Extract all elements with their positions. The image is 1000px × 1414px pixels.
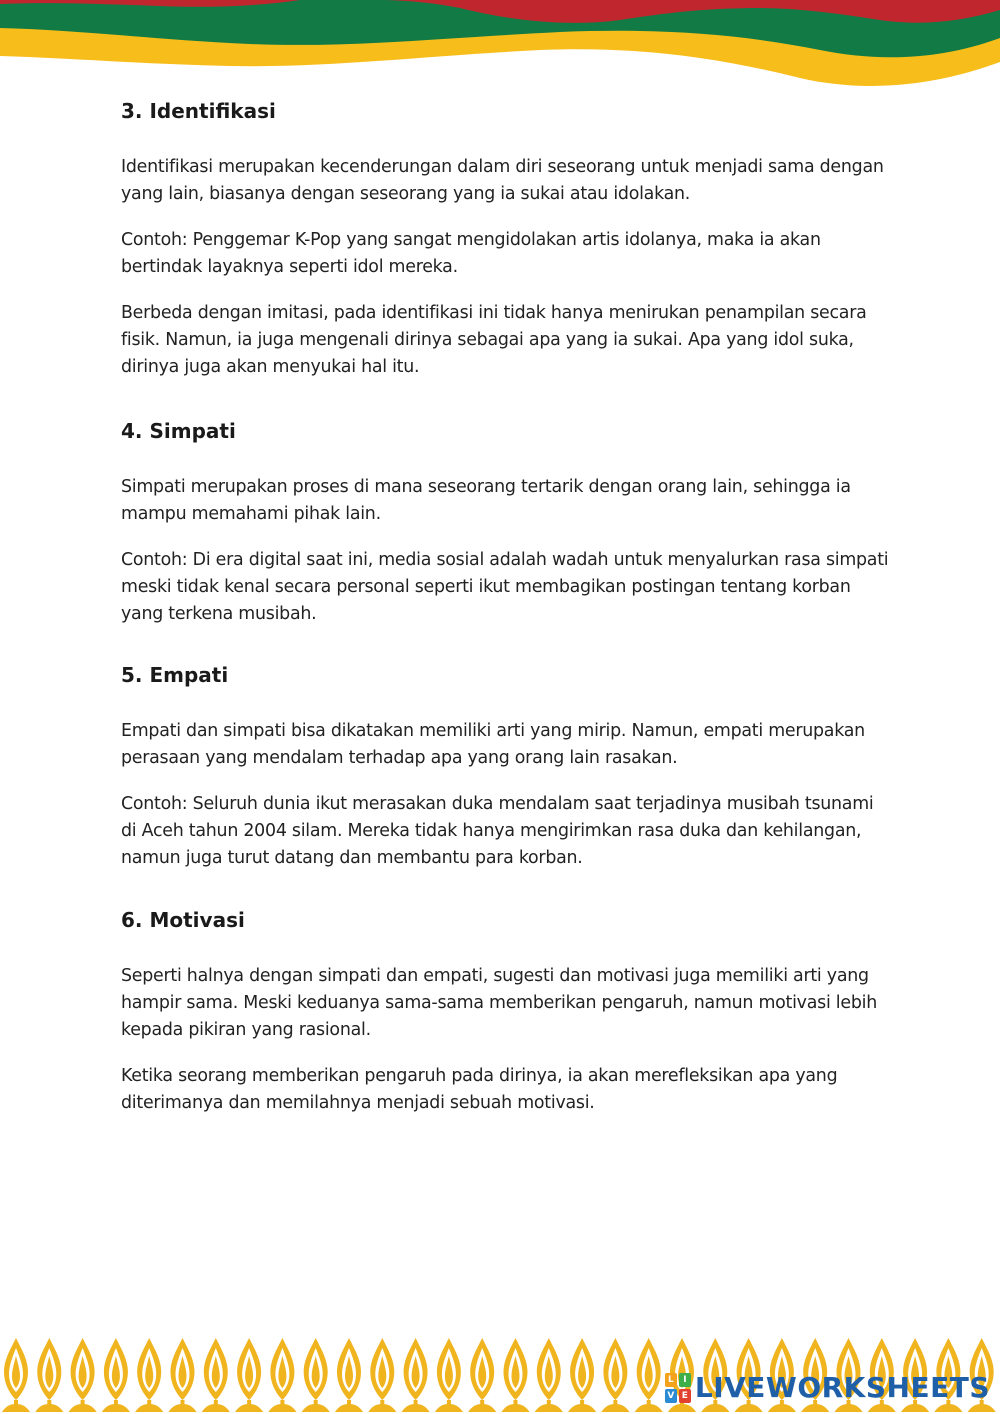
section-empati <box>121 660 891 891</box>
paragraph: Simpati merupakan proses di mana seseorang tertarik dengan orang lain, sehingga ia mampu memahami pihak lain. <box>121 477 851 524</box>
ornament-motif <box>568 1338 596 1412</box>
ornament-motif <box>635 1338 663 1412</box>
section-title: 6. Motivasi <box>121 908 245 932</box>
logo-letter: I <box>679 1373 691 1387</box>
ornament-motif <box>268 1338 296 1412</box>
ornament-motif <box>368 1338 396 1412</box>
brand-name: LIVEWORKSHEETS <box>694 1371 990 1404</box>
ornament-motif <box>402 1338 430 1412</box>
ornament-motif <box>69 1338 97 1412</box>
paragraph: Identifikasi merupakan kecenderungan dalam diri seseorang untuk menjadi sama dengan yang lain, biasanya dengan seseorang yang ia sukai atau idolakan. <box>121 157 884 204</box>
paragraph: Empati dan simpati bisa dikatakan memiliki arti yang mirip. Namun, empati merupakan perasaan yang mendalam terhadap apa yang orang lain rasakan. <box>121 721 865 768</box>
logo-letter: V <box>665 1389 677 1403</box>
paragraph: Berbeda dengan imitasi, pada identifikasi ini tidak hanya menirukan penampilan secara fisik. Namun, ia juga mengenali dirinya sebagai apa yang ia sukai. Apa yang idol suka, dirinya juga akan menyukai hal itu. <box>121 303 867 377</box>
ornament-motif <box>535 1338 563 1412</box>
paragraph: Contoh: Penggemar K-Pop yang sangat mengidolakan artis idolanya, maka ia akan bertindak layaknya seperti idol mereka. <box>121 230 821 277</box>
logo-letter: E <box>679 1389 691 1403</box>
ornament-motif <box>335 1338 363 1412</box>
ornament-motif <box>601 1338 629 1412</box>
ornament-motif <box>35 1338 63 1412</box>
ornament-motif <box>435 1338 463 1412</box>
liveworksheets-brand[interactable] <box>665 1370 990 1406</box>
brand-logo-icon <box>665 1373 691 1403</box>
paragraph: Contoh: Di era digital saat ini, media sosial adalah wadah untuk menyalurkan rasa simpati meski tidak kenal secara personal seperti ikut membagikan postingan tentang korban yang terkena musibah. <box>121 550 889 624</box>
section-identifikasi <box>121 96 891 400</box>
paragraph: Contoh: Seluruh dunia ikut merasakan duka mendalam saat terjadinya musibah tsunami di Aceh tahun 2004 silam. Mereka tidak hanya mengirimkan rasa duka dan kehilangan, namun juga turut datang dan membantu para korban. <box>121 794 874 868</box>
logo-letter: L <box>665 1373 677 1387</box>
ornament-motif <box>468 1338 496 1412</box>
section-motivasi <box>121 905 891 1136</box>
ornament-motif <box>235 1338 263 1412</box>
ornament-motif <box>2 1338 30 1412</box>
paragraph: Ketika seorang memberikan pengaruh pada dirinya, ia akan merefleksikan apa yang diterimanya dan memilahnya menjadi sebuah motivasi. <box>121 1066 838 1113</box>
ornament-motif <box>169 1338 197 1412</box>
section-title: 3. Identifikasi <box>121 99 276 123</box>
ornament-motif <box>135 1338 163 1412</box>
paragraph: Seperti halnya dengan simpati dan empati, sugesti dan motivasi juga memiliki arti yang hampir sama. Meski keduanya sama-sama memberikan pengaruh, namun motivasi lebih kepada pikiran yang rasional. <box>121 966 877 1040</box>
section-title: 4. Simpati <box>121 419 236 443</box>
ornament-motif <box>502 1338 530 1412</box>
ornament-motif <box>102 1338 130 1412</box>
top-wave-banner <box>0 0 1000 100</box>
ornament-motif <box>302 1338 330 1412</box>
section-simpati <box>121 416 891 647</box>
ornament-motif <box>202 1338 230 1412</box>
section-title: 5. Empati <box>121 663 229 687</box>
